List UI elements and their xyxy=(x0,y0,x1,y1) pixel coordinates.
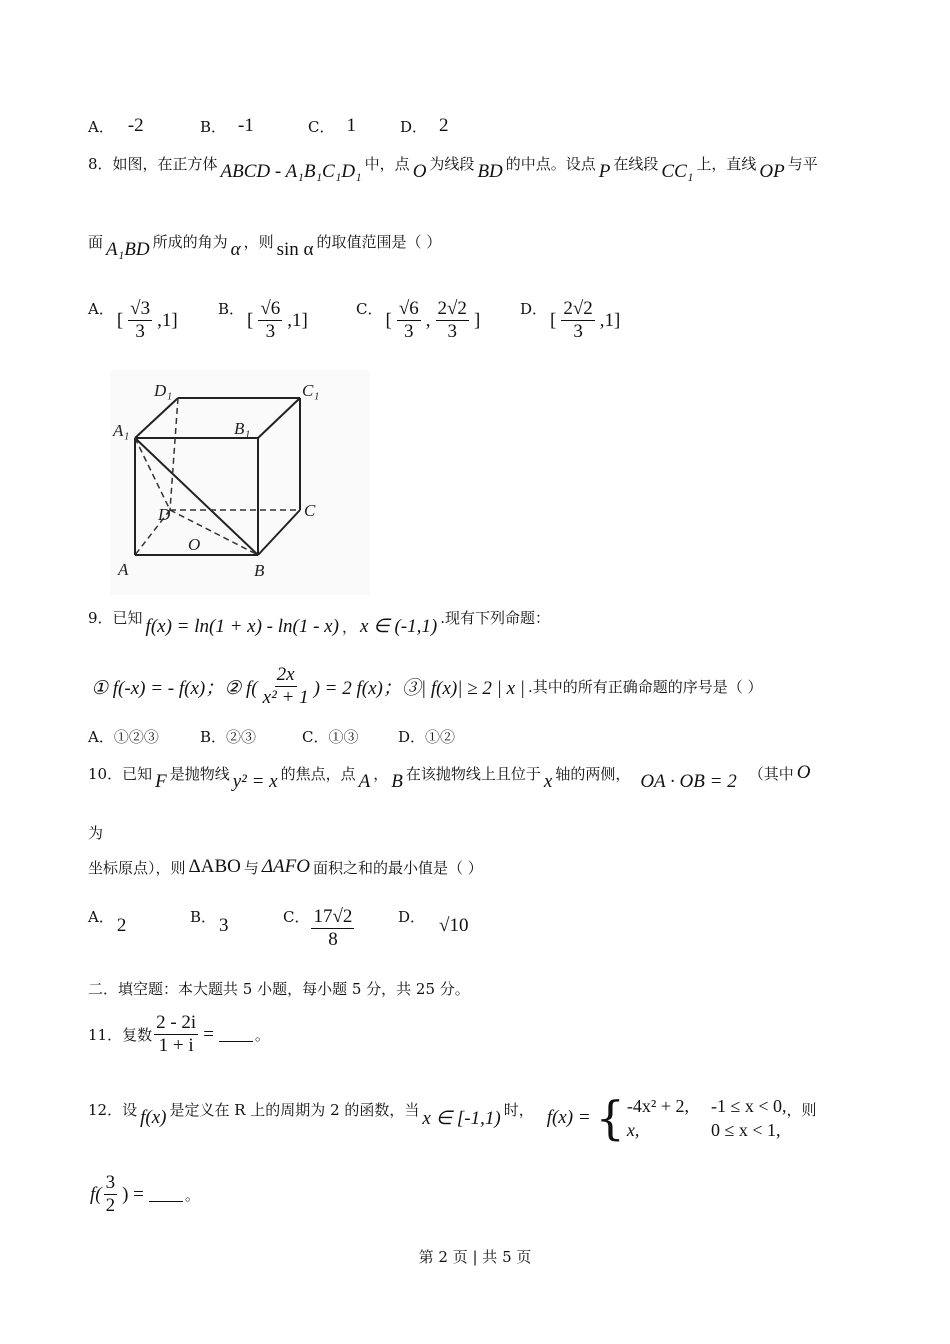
case-range: -1 ≤ x < 0, xyxy=(710,1096,787,1116)
label-b1: B₁ xyxy=(234,419,251,438)
option-value: -2 xyxy=(127,115,144,136)
q8-option-d xyxy=(520,298,623,343)
text: 的中点。设点 xyxy=(505,154,596,173)
numerator: 17√2 xyxy=(313,906,353,927)
text: 坐标原点），则 xyxy=(88,858,186,877)
math: ) = xyxy=(122,1183,144,1205)
text: 的焦点，点 xyxy=(280,764,356,783)
text: 上，直线 xyxy=(696,154,757,173)
math: ΔABO xyxy=(188,856,241,877)
fraction xyxy=(311,906,354,951)
q8-line1 xyxy=(88,152,818,182)
math: f(x) = ln(1 + x) - ln(1 - x) xyxy=(145,615,339,637)
math: sin α xyxy=(276,239,314,260)
fraction xyxy=(104,1172,118,1217)
option-value: 1 xyxy=(346,115,356,136)
math: CC₁ xyxy=(661,161,694,182)
math: f( xyxy=(90,1183,102,1205)
answer-blank[interactable] xyxy=(219,1027,253,1042)
q10-line3 xyxy=(88,856,483,878)
math: A xyxy=(358,771,371,792)
text: 为线段 xyxy=(429,154,475,173)
fraction xyxy=(436,298,469,343)
label-c1: C₁ xyxy=(302,381,320,400)
text: 中，点 xyxy=(364,154,410,173)
denominator: x² + 1 xyxy=(262,687,309,708)
option-label: D． xyxy=(400,117,428,136)
math: ,1] xyxy=(599,309,621,331)
text: 面积之和的最小值是（ ） xyxy=(312,858,483,877)
fraction xyxy=(128,298,152,343)
math: ABCD - A₁B₁C₁D₁ xyxy=(220,161,362,182)
cube-figure xyxy=(110,370,370,595)
option-value: 3 xyxy=(219,915,229,936)
case-expr: x, xyxy=(626,1120,640,1140)
fraction xyxy=(561,298,594,343)
q11 xyxy=(88,1012,270,1057)
option-value: √10 xyxy=(439,915,469,936)
text: 。 xyxy=(254,1026,270,1044)
option-label: C． xyxy=(356,300,383,318)
q8-option-c: C． [ $\frac{√6}{3}$ , $\frac{2√2}{3}$ ] xyxy=(356,298,481,342)
label-a1: A₁ xyxy=(113,421,130,440)
numerator: 2 - 2i xyxy=(156,1012,197,1033)
text: 在该抛物线上且位于 xyxy=(405,764,541,783)
q9-line1 xyxy=(88,606,550,637)
option-label: C． xyxy=(308,117,335,136)
q10-option-b xyxy=(190,906,232,936)
text: 的取值范围是（ ） xyxy=(316,232,442,251)
option-label: A． xyxy=(88,117,114,136)
denominator: 3 xyxy=(573,321,583,342)
math: x ∈ (-1,1) xyxy=(359,616,438,637)
q12-line2 xyxy=(90,1172,200,1217)
option-value: -1 xyxy=(238,115,254,136)
q9-option-b: B．②③ xyxy=(200,728,257,746)
math: BD xyxy=(477,161,503,182)
fraction xyxy=(263,664,309,709)
text: 11．复数 xyxy=(88,1026,153,1044)
answer-blank[interactable] xyxy=(149,1187,183,1202)
option-value: 2 xyxy=(439,115,449,136)
math: OP xyxy=(759,161,785,182)
fraction xyxy=(258,298,282,343)
math: [ xyxy=(550,309,557,331)
math: ) = 2 f(x)；③| f(x)| ≥ 2 | x | xyxy=(313,678,525,699)
q10-option-a xyxy=(88,906,129,936)
brace-icon: { xyxy=(595,1091,625,1145)
case-expr: -4x² + 2, xyxy=(626,1096,689,1116)
denominator: 2 xyxy=(105,1195,116,1216)
text: 是定义在 R 上的周期为 2 的函数，当 xyxy=(169,1100,420,1119)
math: P xyxy=(598,161,611,182)
math: x ∈ [-1,1) xyxy=(422,1107,501,1129)
math: f(x) = xyxy=(546,1107,591,1128)
text: 面 xyxy=(88,232,104,251)
label-o: O xyxy=(188,535,201,554)
math: [ xyxy=(247,309,254,331)
denominator: 1 + i xyxy=(158,1035,194,1056)
numerator: 2√2 xyxy=(437,298,467,319)
q8-option-b xyxy=(218,298,311,343)
page-footer: 第 2 页 | 共 5 页 xyxy=(418,1248,532,1266)
q7-option-a xyxy=(88,115,147,137)
q9-line2 xyxy=(88,664,763,709)
q7-option-b xyxy=(200,115,257,137)
math: = xyxy=(203,1023,214,1045)
text: 10．已知 xyxy=(88,764,153,783)
text: 在线段 xyxy=(613,154,659,173)
text: .现有下列命题： xyxy=(440,609,550,627)
denominator: 3 xyxy=(447,321,457,342)
denominator: 3 xyxy=(135,321,145,342)
math: ,1] xyxy=(287,309,308,331)
section-heading: 二．填空题：本大题共 5 小题，每小题 5 分，共 25 分。 xyxy=(88,980,470,998)
label-b: B xyxy=(254,561,265,580)
math: f(x) xyxy=(140,1107,167,1128)
q10-line2: 为 xyxy=(88,824,104,842)
text: 9．已知 xyxy=(88,609,143,627)
label-d: D xyxy=(158,505,171,524)
text: 轴的两侧， xyxy=(555,764,631,783)
option-label: D． xyxy=(520,300,548,318)
label-c: C xyxy=(304,501,316,520)
math: α xyxy=(230,239,241,260)
q9-option-c: C．①③ xyxy=(302,728,359,746)
label-a: A xyxy=(118,560,129,579)
numerator: √6 xyxy=(260,298,281,319)
math: ΔAFO xyxy=(261,856,310,877)
option-label: C． xyxy=(283,908,310,926)
text: 与平 xyxy=(787,154,818,173)
math: O xyxy=(412,161,427,182)
math: [ xyxy=(385,309,392,331)
q10-line1 xyxy=(88,762,813,792)
fraction xyxy=(397,298,421,343)
option-label: D． xyxy=(398,908,426,926)
option-label: A． xyxy=(88,300,114,318)
text: ， xyxy=(373,764,389,783)
math: F xyxy=(155,771,167,792)
numerator: √6 xyxy=(398,298,419,319)
numerator: √3 xyxy=(130,298,151,319)
q8-option-a xyxy=(88,298,181,343)
case-range: 0 ≤ x < 1, xyxy=(710,1120,781,1140)
denominator: 8 xyxy=(328,929,338,950)
label-d1: D₁ xyxy=(154,381,173,400)
text: 与 xyxy=(243,858,259,877)
q8-line2 xyxy=(88,230,442,260)
option-label: B． xyxy=(218,300,245,318)
math: x xyxy=(543,771,553,792)
denominator: 3 xyxy=(265,321,276,342)
text: 8．如图，在正方体 xyxy=(88,154,218,173)
text: ，则 xyxy=(243,232,274,251)
piecewise-function xyxy=(544,1091,787,1145)
text: .其中的所有正确命题的序号是（ ） xyxy=(527,678,763,696)
text: 所成的角为 xyxy=(152,232,228,251)
denominator: 3 xyxy=(404,321,414,342)
q10-option-d xyxy=(398,906,471,936)
math: [ xyxy=(116,309,124,331)
figure-background xyxy=(110,370,370,595)
q12-line1 xyxy=(88,1082,817,1145)
q9-option-a: A．①②③ xyxy=(88,728,159,746)
math: O xyxy=(796,762,811,783)
text: 12．设 xyxy=(88,1100,138,1119)
math: ] xyxy=(473,309,481,331)
text: ， xyxy=(341,618,357,636)
option-label: B． xyxy=(200,117,227,136)
q7-option-c xyxy=(308,115,359,137)
q9-option-d: D．①② xyxy=(398,728,456,746)
q7-option-d xyxy=(400,115,452,137)
math: ,1] xyxy=(157,309,178,331)
math: B xyxy=(391,771,403,792)
text: （其中 xyxy=(748,764,794,783)
q10-option-c xyxy=(283,906,356,951)
option-value: 2 xyxy=(116,915,127,936)
math: ① f(-x) = - f(x)；② f( xyxy=(91,678,258,699)
text: 。 xyxy=(184,1186,200,1204)
text: 是抛物线 xyxy=(169,764,230,783)
fraction xyxy=(154,1012,198,1057)
math: OA · OB = 2 xyxy=(640,771,737,792)
numerator: 2x xyxy=(276,664,295,685)
math: y² = x xyxy=(232,771,278,792)
text: 时， xyxy=(503,1100,534,1119)
numerator: 2√2 xyxy=(563,298,593,319)
cases xyxy=(627,1094,787,1142)
text: ，则 xyxy=(786,1100,817,1119)
math: A₁BD xyxy=(106,239,150,260)
option-label: B． xyxy=(190,908,217,926)
option-label: A． xyxy=(88,908,114,926)
numerator: 3 xyxy=(105,1172,116,1193)
